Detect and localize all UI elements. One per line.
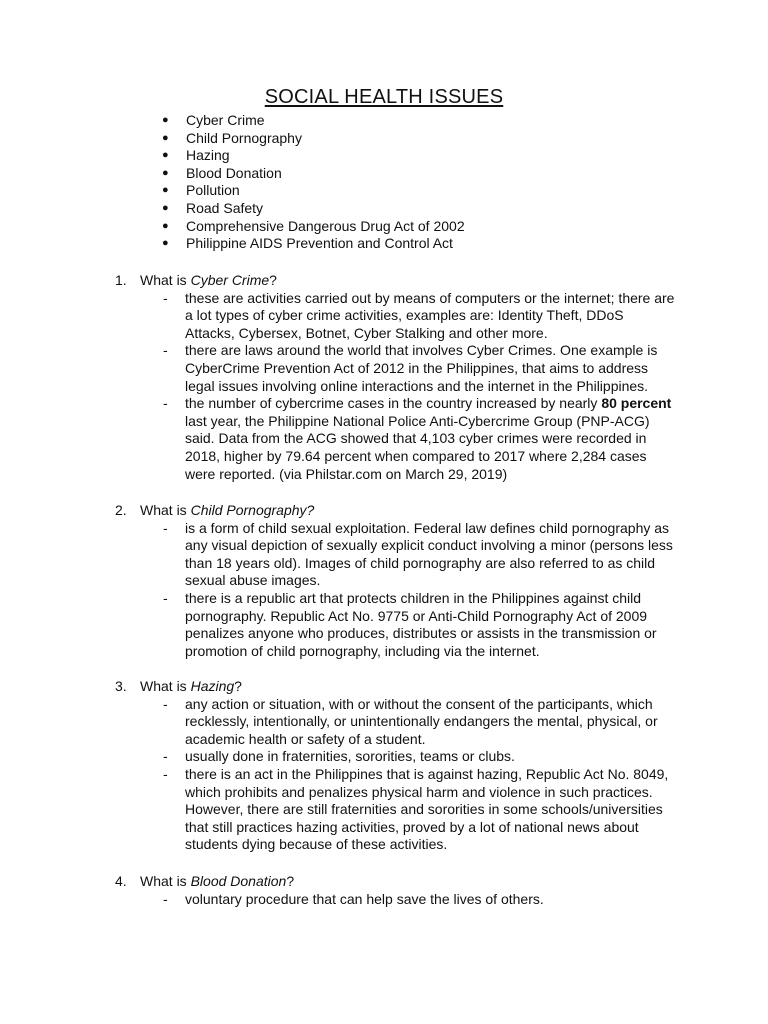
answer-item: - there is a republic art that protects children in the Philippines against child pornography. Republic Act No. 9775 or Anti-Child Pornography Act of 2009 penalizes anyone who produces, distributes or assists in the transmission or promotion of child pornography, including via the internet. — [163, 589, 657, 659]
list-item: ● Philippine AIDS Prevention and Control Act — [162, 235, 453, 252]
dash-marker: - — [163, 765, 168, 782]
bullet-icon: ● — [162, 114, 169, 126]
question-topic: Blood Donation — [190, 873, 287, 889]
dash-marker: - — [163, 890, 168, 907]
bullet-icon: ● — [162, 237, 169, 250]
question-number: 2. — [115, 502, 127, 518]
section-cyber-crime — [115, 272, 675, 483]
question-heading: 2. What is Child Pornography? — [115, 502, 315, 518]
list-item: ● Road Safety — [162, 199, 264, 216]
question-heading: 4. What is Blood Donation? — [115, 873, 295, 889]
question-topic: Child Pornography? — [190, 502, 315, 518]
dash-marker: - — [163, 342, 168, 359]
page-title: SOCIAL HEALTH ISSUES — [264, 86, 504, 108]
list-item: ● Cyber Crime — [162, 112, 265, 128]
bullet-icon: ● — [162, 131, 169, 144]
dash-marker: - — [163, 289, 168, 306]
answer-item: - voluntary procedure that can help save the lives of others. — [163, 890, 544, 907]
dash-marker: - — [163, 395, 168, 412]
question-heading: 1. What is Cyber Crime? — [115, 272, 277, 288]
bullet-icon: ● — [162, 149, 169, 162]
list-item: ● Blood Donation — [162, 164, 282, 181]
question-topic: Cyber Crime — [190, 272, 270, 288]
question-number: 3. — [115, 678, 127, 694]
answer-item: - any action or situation, with or without the consent of the participants, which recklessly, intentionally, or unintentionally endangers the mental, physical, or academic health or safety of a student. — [163, 695, 658, 747]
section-blood-donation — [115, 873, 675, 908]
dash-marker: - — [163, 519, 168, 536]
bullet-icon: ● — [162, 166, 169, 179]
list-item: ● Hazing — [162, 147, 230, 164]
answer-item: - usually done in fraternities, sororities, teams or clubs. — [163, 748, 515, 765]
bullet-icon: ● — [162, 201, 169, 214]
answer-item: - these are activities carried out by means of computers or the internet; there are a lot types of cyber crime activities, examples are: Identity Theft, DDoS Attacks, Cybersex, Botnet, Cyber Stalking and other more. — [163, 289, 675, 341]
section-hazing — [115, 678, 675, 854]
list-item: ● Comprehensive Dangerous Drug Act of 2002 — [162, 217, 465, 234]
dash-marker: - — [163, 748, 168, 765]
list-item: ● Pollution — [162, 182, 240, 199]
answer-item: - is a form of child sexual exploitation. Federal law defines child pornography as any visual depiction of sexually explicit conduct involving a minor (persons less than 18 years old). Images of child pornography are also referred to as child sexual abuse images. — [163, 519, 673, 589]
topic-list — [162, 112, 465, 253]
answer-item: - there are laws around the world that involves Cyber Crimes. One example is CyberCrime Prevention Act of 2012 in the Philippines, that aims to address legal issues involving online interactions and the internet in the Philippines. — [163, 342, 658, 394]
question-number: 4. — [115, 873, 127, 889]
section-child-pornography — [115, 502, 675, 660]
question-topic: Hazing — [190, 678, 235, 694]
dash-marker: - — [163, 695, 168, 712]
question-number: 1. — [115, 272, 127, 288]
emphasis-text: 80 percent — [601, 395, 672, 412]
dash-marker: - — [163, 589, 168, 606]
answer-item: - there is an act in the Philippines that is against hazing, Republic Act No. 8049, which prohibits and penalizes physical harm and violence in such practices. However, there are still fraternities and sororities in some schools/universities that still practices hazing activities, proved by a lot of national news about students dying because of these activities. — [163, 765, 669, 853]
answer-item: - the number of cybercrime cases in the country increased by nearly 80 percent last year, the Philippine National Police Anti-Cybercrime Group (PNP-ACG) said. Data from the ACG showed that 4,103 cyber crimes were recorded in 2018, higher by 79.64 percent when compared to 2017 where 2,284 cases were reported. (via Philstar.com on March 29, 2019) — [163, 395, 672, 482]
list-item: ● Child Pornography — [162, 129, 302, 146]
bullet-icon: ● — [162, 219, 169, 232]
bullet-icon: ● — [162, 184, 169, 197]
question-heading: 3. What is Hazing? — [115, 678, 242, 694]
